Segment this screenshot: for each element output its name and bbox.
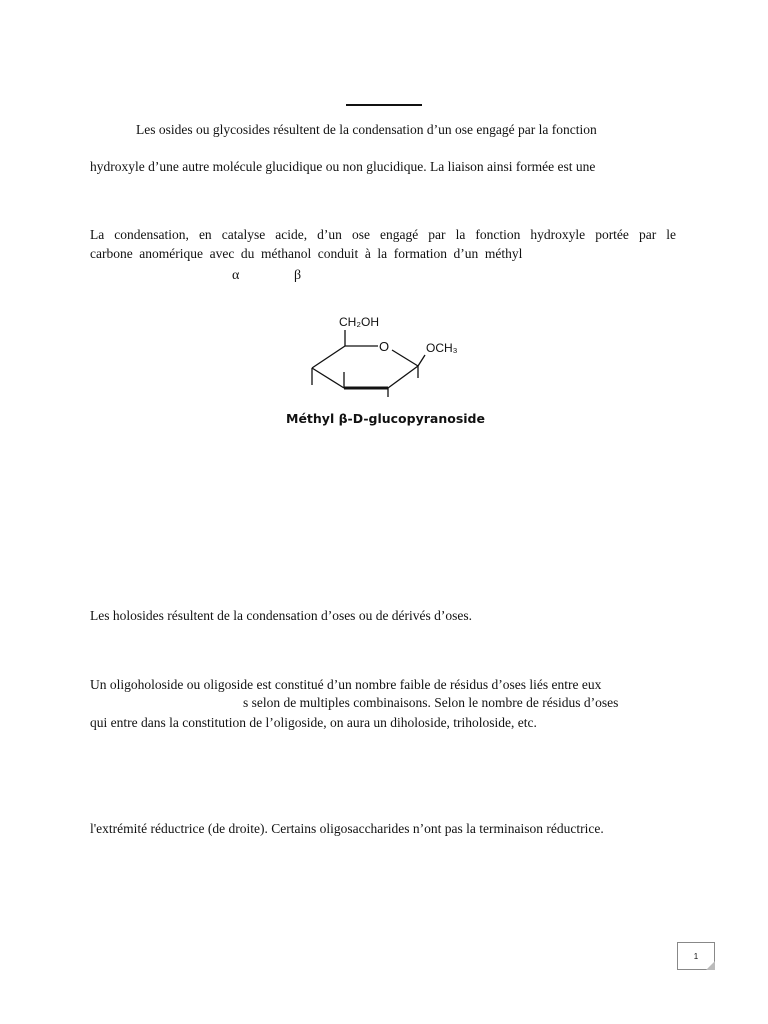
pyranose-ring (312, 330, 425, 397)
greek-alpha: α (232, 268, 240, 283)
paragraph-1-line-2: hydroxyle d’une autre molécule glucidique ou non glucidique. La liaison ainsi formée est une (90, 159, 596, 174)
greek-beta: β (294, 268, 302, 283)
page-number: 1 (693, 951, 699, 961)
paragraph-2-line-2: carbone anomérique avec du méthanol conduit à la formation d’un méthyl (90, 246, 523, 261)
paragraph-2-line-1: La condensation, en catalyse acide, d’un ose engagé par la fonction hydroxyle portée par le (90, 227, 676, 242)
ring-oxygen-label: O (379, 339, 390, 354)
och3-label: OCH₃ (426, 341, 458, 355)
paragraph-3-line-1: Les holosides résultent de la condensation d’oses ou de dérivés d’oses. (90, 608, 473, 623)
paragraph-4-line-1: Un oligoholoside ou oligoside est constitué d’un nombre faible de résidus d’oses liés entre eux (90, 677, 602, 692)
molecule-caption: Méthyl β-D-glucopyranoside (286, 411, 485, 426)
paragraph-5-line-1: l'extrémité réductrice (de droite). Certains oligosaccharides n’ont pas la terminaison réductrice. (90, 821, 604, 836)
page-number-badge (677, 942, 715, 970)
title-rule (346, 104, 422, 106)
methyl-glucopyranoside-structure (300, 308, 470, 400)
paragraph-4-line-3: qui entre dans la constitution de l’oligoside, on aura un diholoside, triholoside, etc. (90, 715, 537, 730)
ch2oh-label: CH₂OH (339, 315, 379, 329)
paragraph-4-line-2: s selon de multiples combinaisons. Selon le nombre de résidus d’oses (243, 695, 619, 710)
paragraph-1-line-1: Les osides ou glycosides résultent de la condensation d’un ose engagé par la fonction (136, 122, 597, 137)
